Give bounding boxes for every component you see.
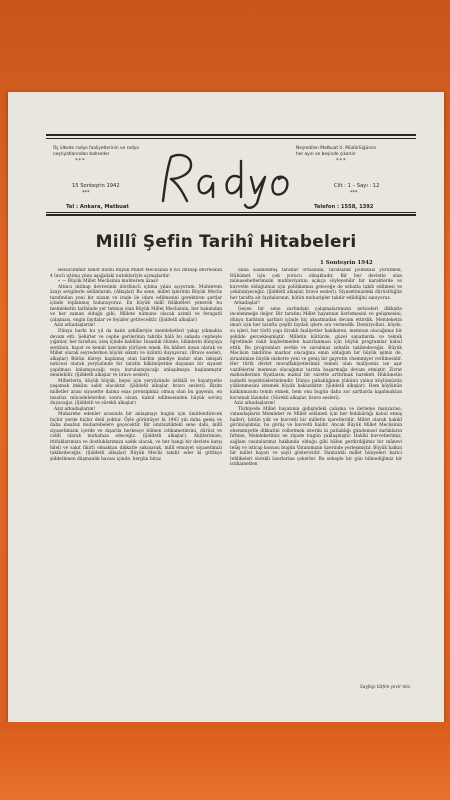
radyo-logo — [153, 147, 303, 213]
left-subheading: Aziz arkadaşlarım! — [54, 323, 96, 329]
left-paragraph: Muharebe edenler arasında bir anlaşmayı bugün için ümitlendirecek hiçbir yerde hiçbir delil yoktur. Öyle görünüyor ki 1943 yılı daha geniş ve daha insafsız muharebelere geçecektir. Bir ümitsizlikteki sene dahi, millî siyasetimizin içerde ve dışarda herkesçe bilinen istikametlerini, dürüst ve ciddî olarak muhafaza edeceğiz. (Şiddetli alkışlar). Ahitlerimize, ittifaklarımıza ve dostluklarımıza sadık olarak, ve her hangi bir devlete karşı hileli ve sakıt fikirli olmaktan dikkatle sakınarak, millî emniyet siyasetimizi takibedeceğiz. (Şiddetli alkışlar) Büyük Meclis takdir eder ki gittikçe şiddetlenen düşmanlık havası içinde, hergün biraz — [50, 412, 222, 462]
header-left-line1: Üç ülkede radyo faaliyetlerinin ve radyo — [53, 146, 139, 151]
header-left-stars: *** — [75, 158, 86, 164]
article-column-left — [50, 268, 222, 680]
left-paragraph: Reisicumhur İsmet İnönü Büyük Millet Meclisinin 6 ncı intihap devresinin 4 üncü içtima yılını aşağıdaki nutuklariyle açmışlardır: — [50, 268, 222, 279]
right-paragraph: daha sisinlenmiş taraflar ortasında, tarafsızlık politikası yürütmek, Hükümet için çok yorucu olmaktadır. Bir her devletle olan münasebetlerimizin muhteviyatını açıkça söyleyebilir bir karakterde ve kuvvetle olduğumuz için politikamızı geleceğe de sebatla takib edilmesi ve çekinmiyeceğiz. (Şiddetli alkışlar, bravo sesleri). Siyasetimizdeki dürüstlüğün her tarafta ait faydalarının, bütün muharipler takdir edildiğini sanıyoruz. — [230, 268, 402, 301]
left-subheading: Aziz arkadaşlarım! — [54, 406, 96, 412]
article-column-right — [230, 268, 402, 680]
article-title: Millî Şefin Tarihî Hitabeleri — [95, 232, 357, 252]
right-subheading: Arkadaşlar! — [234, 301, 260, 307]
top-rule — [46, 134, 416, 136]
header-left-line2: neşriyatlarından bahseder — [53, 152, 110, 157]
right-paragraph: Türkiyede Millet hayatının gidişindeki çalışma ve ilerleme manzarası, vatandaşların Memleket ve Millet selâmeti için her fedakârlığı kabul etmiş halleri, bütün yük ve kuvvetli bir milletin işaretleridir. Millet olarak hakikî görünüşümüz, bu görüş ve kuvvetli haldir. Ancak Büyük Millet Meclisinin ehemmiyetle dikkatini celbetmek isterim ki patlaklığı gündemsel darlıkların fırbine, Memleketimiz en ziyade bugün yaklaşmıştır. Hakiki kuvvetlerimiz, sağlam vasıtalarımız hakkında olduğu gibi hâlen gerdirdiğimiz bir mânevi telâş ve istirap konusu bugün Vatanımızın üzerinde yerleşmiştir. Büyük halkın bir millet hayatı ve sayıl göstericidir. Hantalıklı millet hünyeleri harici tehlikeleri sürekli üzerlerine çekerler. Bu sebeple bir gün bilmediğimiz bir istikametten — [230, 406, 402, 468]
issue-stars: *** — [350, 190, 358, 196]
header-right-line1: Neşredilen Matbuat U. Müdürlüğünce — [296, 146, 377, 151]
header-tel: Tel : Ankara, Matbuat — [66, 204, 129, 210]
bottom-rule-thin — [46, 212, 416, 213]
page-turn-note: Sayfayı lütfen çevir iniz. — [360, 684, 412, 689]
left-paragraph: Altıncı intihap devresinin dördüncü içtima yılını açıyorum. Muhterem âzayı sevgilerle selâmlarım. (Alkışlar) Bu sene, millet işlerinin Büyük Meclis tarafından yeni bir nizam ve irade ile idare edilmesini gerektiren şartlar içinde toplanmış bulunuyoruz. En büyük millî felâketleri yenerek bu memleketin tarihinde yer tutmuş olan Büyük Millet Meclisinin, her hakımdan ve her zaman olduğu gibi, Millete nümune olacak azimli ve feragatli çalışması, engin faydalar ve feyizler getirecektir. (Şiddetli alkışlar) — [50, 284, 222, 323]
date-stars: *** — [82, 190, 90, 196]
top-rule-thin — [46, 138, 416, 139]
left-paragraph: Dünya harbi bu yıl da kanlı şekilleriyle memleketleri yakıp yıkmakta devam etti. Şehirler ve cephe gerilerinin tahribi hâlâ bu sahada cepheyle yığınlar, her taraftan; ateş içinde kaldılar. İnsanlık ölümle, ölümlerin dünyaya sevkinin, hayat ve kemâl üzerinde yürüyen emek. Bu hâlleri insan olarak ve Millet olarak seyrederken büyük sıkıntı ve üzüntü duyuyoruz. (Bravo sesleri, alkışlar) Bütün küreyi kaplamış olan harbin şimdiye kadar olan inkişafı neticesi olarak yeryüzünde bir tarafın hâkimiyetine dayanan bir siyaset yapılması kalamıyacağı veya kurulamıyacağı anlaşılmaya başlanmıştır denilebilir. (Şiddetli alkışlar ve bravo sesleri) — [50, 329, 222, 379]
issue-date: 15 Sonteşrin 1942 — [72, 183, 120, 189]
left-paragraph: Milletlerin, küçük büyük, hepsi için yeryüzünde istiklâl ve hayatiyetle yaşamak imkânı sabit olacaktır. (Şiddetli alkışlar, bravo sesleri). Bizim milletler arası siyasette daima esas prensipimiz olmuş olan bu gayenin, en insafsız mücadelelerden sonra olsun, kabul edilmesinden büyük sevinç duyacağız. (Şiddetli ve sürekli alkışlar) — [50, 378, 222, 407]
header-telefon: Telefon : 1558, 1392 — [314, 204, 374, 210]
bottom-rule — [46, 214, 416, 216]
table-surface — [0, 722, 450, 800]
article-date: 1 Sonteşrin 1942 — [320, 260, 373, 266]
right-paragraph: Geçen bir sene zarfındaki çalışmalarımızın neticeleri dikkatle incelenmeğe değer. Bir tarafını Millet hayatının ilerlemesini ve gelişmesini, dünya harbinin şartları içinde hiç aksatmadan devam ettirdik. Memleketin imarı için her tarafta çeşitli faydalı işlere ara vermedik. Demiryolları, köyde, su işleri, her türlü yapı itiraklı faaliyetler hakikaten, memnun olacağımız bir şekilde gerçekleşmiştir. Milletin kültürde, güzel sanatlarda ve teknik öğretimde vakit kaybetmeden hazırlanması için büyük programlar kabul ettik. Bu programları zevkle ve sarsılmaz sebatla takibedeceğiz. Büyük Meclisin takdirine mazhar olacağına emin olduğum bir büyük işimiz de, ziraatimize büyük nisbette yeni ve geniş bir gayretle chemmiyet verilmesidir. Her türlü devlet muvaffakiyetlerimiz temeli olan malîyemiz ise aşır vazifelerini memnun olacağımız tarzda başarmağa devam etmiştir. Zirrat mahsullerinin fiyatlarını makul bir surette arttırmak hareketi Hükûmetin isabetli teşebbüslerindendir. Dünya pahalılığının yükünü yalnız köylümüzün yüklenmesini istemek büyük haksızlıktır. (Şiddetli alkışlar). Hem köylünün kalkınmasını temin etmek, hem onu bugün daha zor şartlarda kapılmaktan korumak lâzımdır. (Sürekli alkışlar, bravo sesleri). — [230, 306, 402, 401]
issue-number: Cilt : 1 – Sayı : 12 — [334, 183, 380, 189]
right-subheading: Aziz arkadaşlarım! — [234, 401, 276, 407]
header-right-stars: *** — [336, 158, 347, 164]
left-paragraph: « — Büyük Millet Meclisinin muhterem âzası! — [58, 279, 159, 285]
header-right-line2: her ayın on beşinde çıkarılır — [296, 152, 356, 157]
magazine-page — [8, 92, 444, 722]
header-right-tagline — [296, 146, 416, 164]
